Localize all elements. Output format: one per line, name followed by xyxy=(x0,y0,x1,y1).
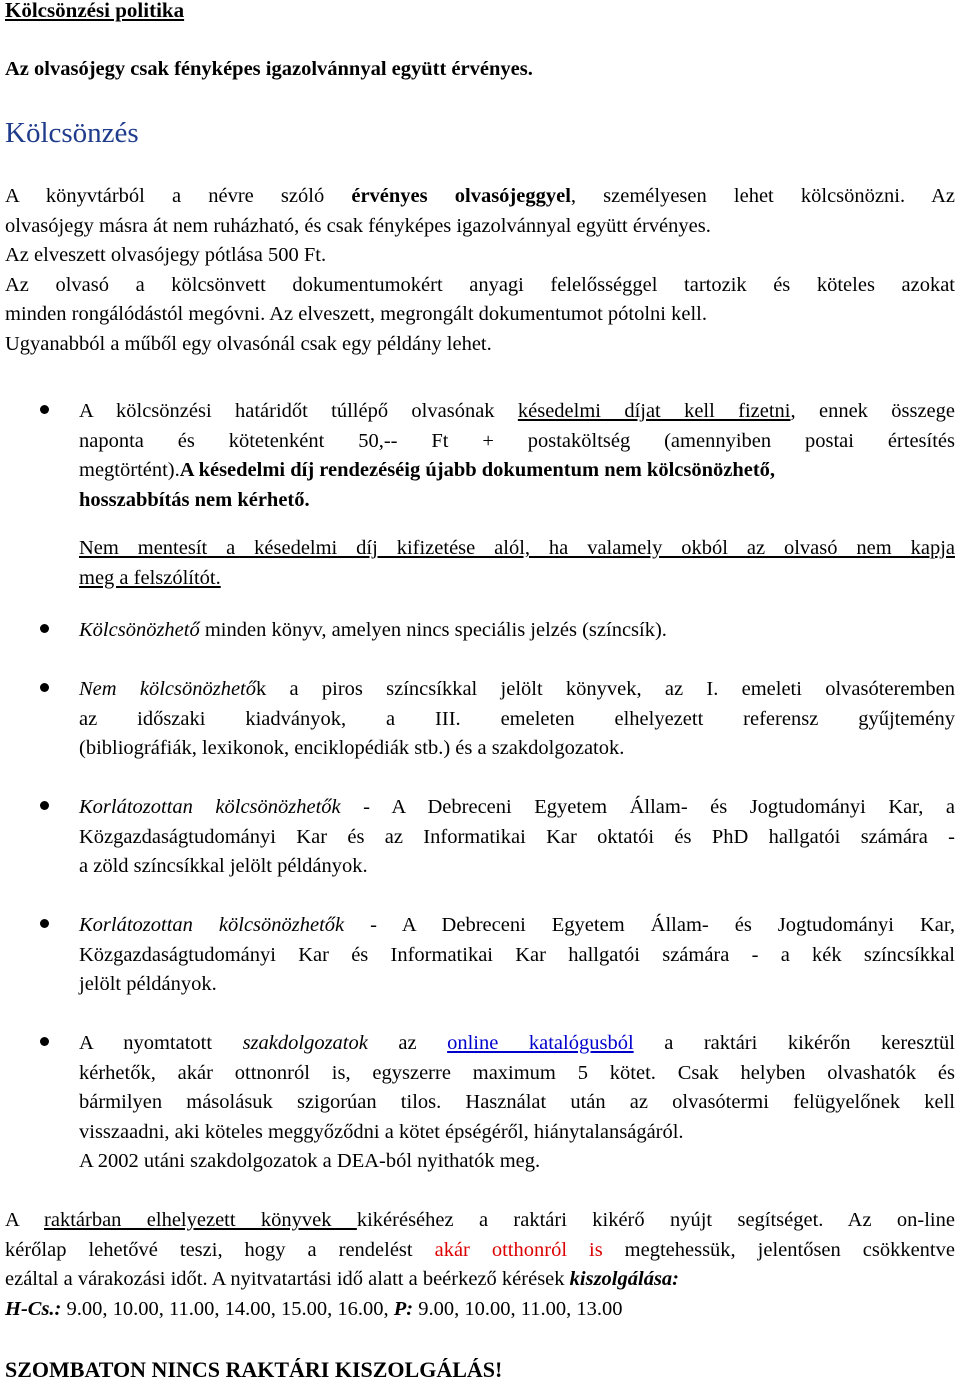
bullet-icon xyxy=(40,683,49,692)
paragraph-line: minden rongálódástól megóvni. Az elveszett, megrongált dokumentumot pótolni kell. xyxy=(5,303,707,325)
list-item-not-borrowable: Nem kölcsönözhetők a piros színcsíkkal jelölt könyvek, az I. emeleti olvasóteremben az időszaki kiadványok, a III. emeleten elhelyezett referensz gyűjtemény (bibliográfiák, lexikonok, enciklopédiák stb.) és a szakdolgozatok. xyxy=(79,678,955,759)
storage-books-underlined: raktárban elhelyezett könyvek xyxy=(44,1209,357,1231)
online-catalog-link[interactable]: online katalógusból xyxy=(447,1032,634,1054)
page-heading: Kölcsönzési politika xyxy=(5,0,185,22)
storage-request-paragraph: A raktárban elhelyezett könyvek kikéréséhez a raktári kikérő nyújt segítséget. Az on-line kérőlap lehetővé teszi, hogy a rendelést akár otthonról is megtehessük, jelentősen csökkentve ezáltal a várakozási időt. A nyitvatartási idő alatt a beérkező kérések kiszolgálása: H-Cs.: 9.00, 10.00, 11.00, 14.00, 15.00, 16.00, P: 9.00, 10.00, 11.00, 13.00 xyxy=(5,1206,955,1324)
bullet-icon xyxy=(40,919,49,928)
section-title: Kölcsönzés xyxy=(5,117,139,149)
saturday-notice: SZOMBATON NINCS RAKTÁRI KISZOLGÁLÁS! xyxy=(5,1357,503,1382)
list-item-limited-students: Korlátozottan kölcsönözhetők - A Debreceni Egyetem Állam- és Jogtudományi Kar, Közgazdaságtudományi Kar és Informatikai Kar hallgatói számára - a kék színcsíkkal jelölt példányok. xyxy=(79,914,956,995)
bullet-icon xyxy=(40,624,49,633)
bullet-icon xyxy=(40,405,49,414)
intro-text: Az olvasójegy csak fényképes igazolvánnyal együtt érvényes. xyxy=(5,58,533,80)
late-fee-note: Nem mentesít a késedelmi díj kifizetése alól, ha valamely okból az olvasó nem kapja meg a felszólítót. xyxy=(79,537,955,589)
bullet-icon xyxy=(40,801,49,810)
paragraph-line: Ugyanabból a műből egy olvasónál csak egy példány lehet. xyxy=(5,332,492,355)
bullet-icon xyxy=(40,1037,49,1046)
list-item-limited-staff: Korlátozottan kölcsönözhetők - A Debreceni Egyetem Állam- és Jogtudományi Kar, a Közgazdaságtudományi Kar és az Informatikai Kar oktatói és PhD hallgatói számára - a zöld színcsíkkal jelölt példányok. xyxy=(79,796,955,877)
paragraph-line: Az olvasó a kölcsönvett dokumentumokért anyagi felelősséggel tartozik és köteles azokat xyxy=(5,273,955,296)
list-item-late-fee: A kölcsönzési határidőt túllépő olvasónak késedelmi díjat kell fizetni, ennek összege naponta és kötetenként 50,-- Ft + postaköltség (amennyiben postai értesítés megtörtént).A késedelmi díj rendezéséig újabb dokumentum nem kölcsönözhető, hosszabbítás nem kérhető. xyxy=(79,400,955,511)
list-item-theses: A nyomtatott szakdolgozatok az online katalógusból a raktári kikérőn keresztül kérhetők, akár ottnonról is, egyszerre maximum 5 kötet. Csak helyben olvashatók és bármilyen másolásuk szigorúan tilos. Használat után az olvasótermi felügyelőnek kell visszaadni, aki köteles meggyőződni a kötet épségéről, hiánytalanságáról. A 2002 utáni szakdolgozatok a DEA-ból nyithatók meg. xyxy=(79,1032,955,1172)
service-hours: H-Cs.: 9.00, 10.00, 11.00, 14.00, 15.00, 16.00, P: 9.00, 10.00, 11.00, 13.00 xyxy=(5,1297,623,1320)
from-home-highlight: akár otthonról is xyxy=(434,1238,603,1261)
paragraph-line: A könyvtárból a névre szóló érvényes olvasójeggyel, személyesen lehet kölcsönözni. Az xyxy=(5,185,955,207)
paragraph-line: olvasójegy másra át nem ruházható, és csak fényképes igazolvánnyal együtt érvényes. xyxy=(5,214,711,237)
loan-paragraph xyxy=(5,182,955,359)
paragraph-line: Az elveszett olvasójegy pótlása 500 Ft. xyxy=(5,244,327,266)
late-fee-underlined: késedelmi díjat kell fizetni xyxy=(517,400,791,422)
list-item-borrowable: Kölcsönözhető minden könyv, amelyen nincs speciális jelzés (színcsík). xyxy=(79,619,667,641)
